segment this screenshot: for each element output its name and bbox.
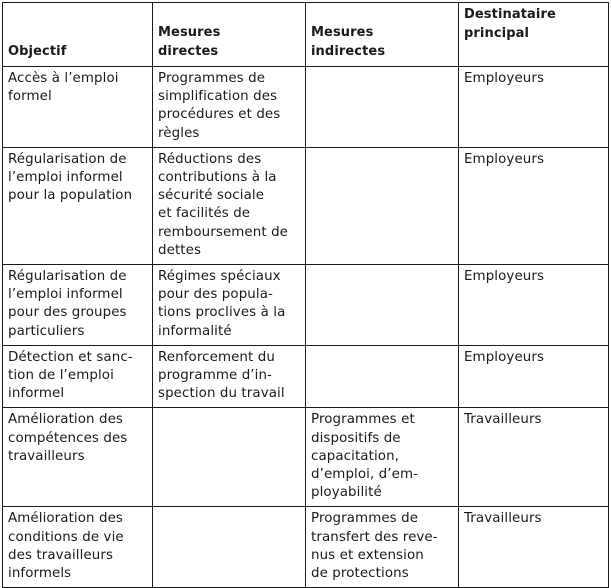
cell-direct-measures: Régimes spéciaux pour des popula- tions proclives à la informalité [153, 265, 306, 346]
header-main-recipient: Destinataire principal [459, 3, 609, 67]
cell-direct-measures [153, 507, 306, 588]
cell-objective: Régularisation de l’emploi informel pour la population [3, 147, 153, 264]
cell-objective: Amélioration des conditions de vie des travailleurs informels [3, 507, 153, 588]
table-row [3, 265, 609, 346]
header-objective: Objectif [3, 3, 153, 67]
table-row [3, 147, 609, 264]
cell-main-recipient: Travailleurs [459, 408, 609, 507]
cell-objective: Régularisation de l’emploi informel pour des groupes particuliers [3, 265, 153, 346]
cell-direct-measures [153, 408, 306, 507]
cell-main-recipient: Employeurs [459, 345, 609, 408]
cell-direct-measures: Renforcement du programme d’in- spection du travail [153, 345, 306, 408]
cell-indirect-measures [306, 147, 459, 264]
cell-main-recipient: Employeurs [459, 67, 609, 148]
cell-direct-measures: Réductions des contributions à la sécurité sociale et facilités de remboursement de dettes [153, 147, 306, 264]
cell-indirect-measures: Programmes et dispositifs de capacitation, d’emploi, d’em- ployabilité [306, 408, 459, 507]
cell-direct-measures: Programmes de simplification des procédures et des règles [153, 67, 306, 148]
cell-main-recipient: Employeurs [459, 265, 609, 346]
cell-main-recipient: Employeurs [459, 147, 609, 264]
cell-indirect-measures [306, 265, 459, 346]
header-indirect-measures: Mesures indirectes [306, 3, 459, 67]
cell-indirect-measures: Programmes de transfert des reve- nus et extension de protections [306, 507, 459, 588]
table-header-row [3, 3, 609, 67]
cell-indirect-measures [306, 67, 459, 148]
cell-main-recipient: Travailleurs [459, 507, 609, 588]
table-row [3, 67, 609, 148]
table-row [3, 507, 609, 588]
table-row [3, 408, 609, 507]
cell-objective: Amélioration des compétences des travailleurs [3, 408, 153, 507]
cell-objective: Détection et sanc- tion de l’emploi informel [3, 345, 153, 408]
cell-indirect-measures [306, 345, 459, 408]
table-row [3, 345, 609, 408]
cell-objective: Accès à l’emploi formel [3, 67, 153, 148]
header-direct-measures: Mesures directes [153, 3, 306, 67]
policy-measures-table [2, 2, 609, 588]
